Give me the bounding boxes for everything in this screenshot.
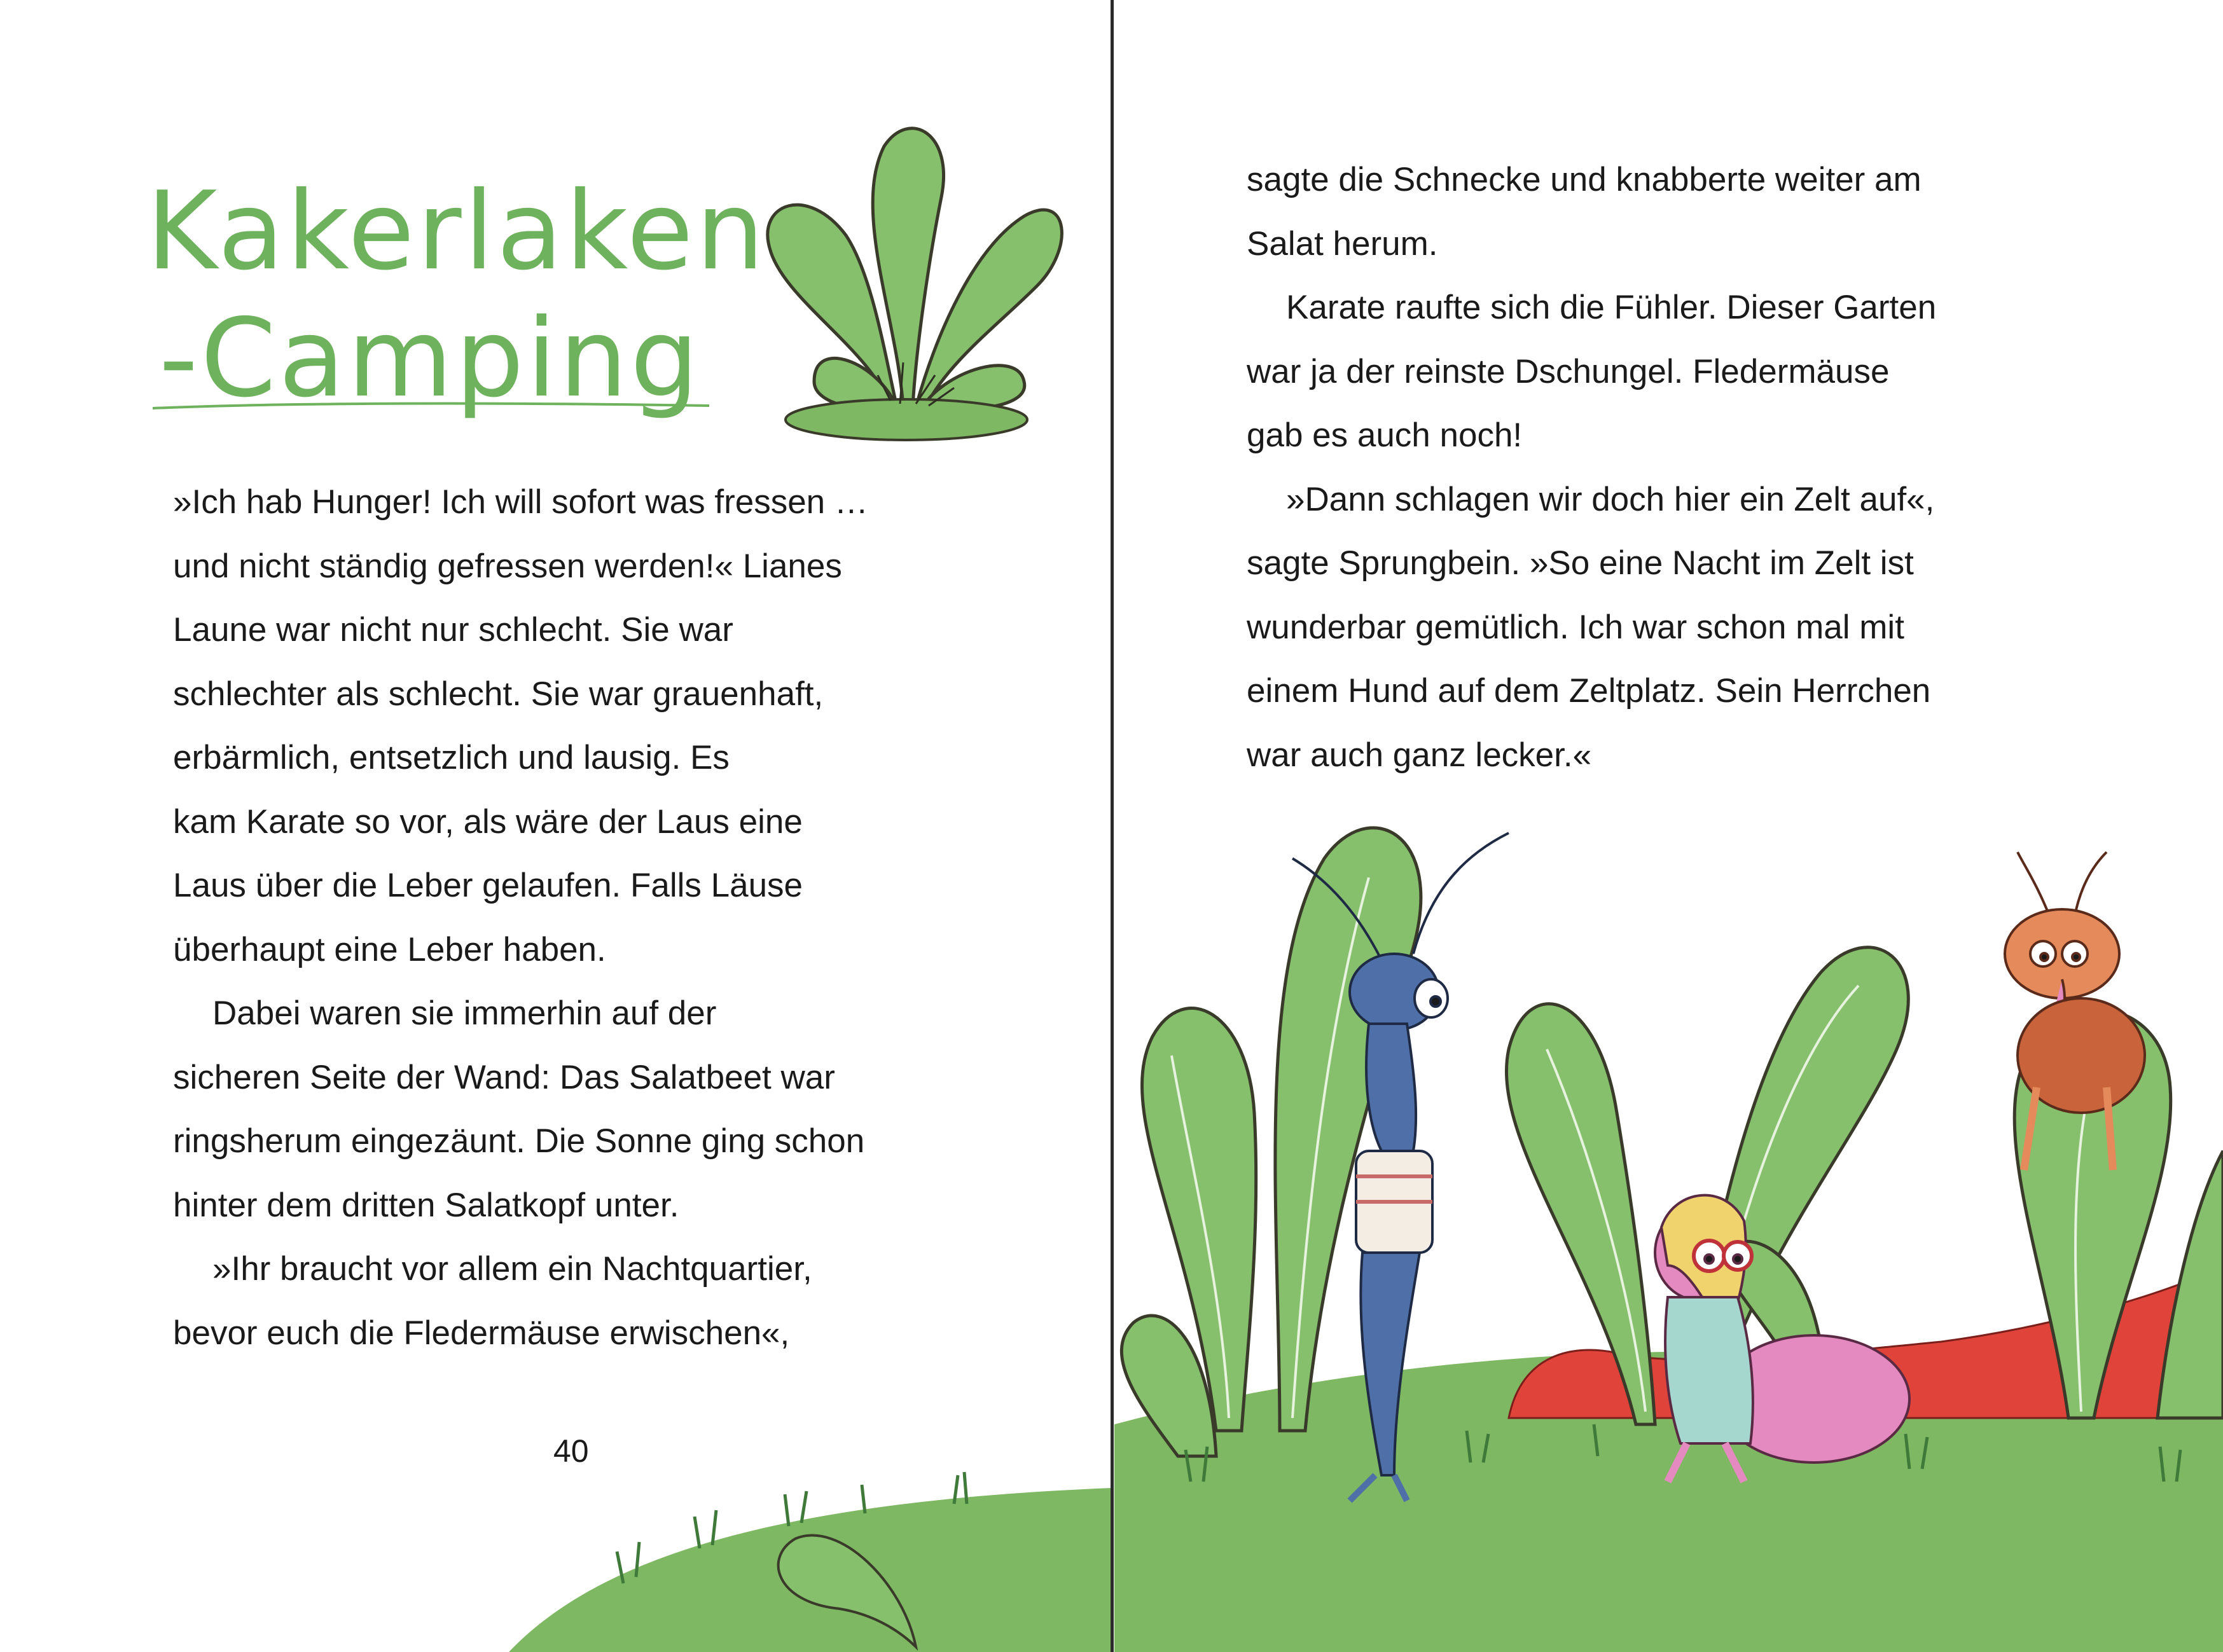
- garden-scene-illustration: [1114, 782, 2223, 1652]
- text-line: Laus über die Leber gelaufen. Falls Läuse: [173, 867, 803, 904]
- right-page: [1114, 0, 2223, 1652]
- text-line: sagte die Schnecke und knabberte weiter am: [1247, 161, 1922, 198]
- text-line: war auch ganz lecker.«: [1247, 736, 1592, 774]
- chapter-title-line2: -Camping: [159, 295, 702, 422]
- text-line: kam Karate so vor, als wäre der Laus eine: [173, 802, 803, 841]
- text-line: einem Hund auf dem Zeltplatz. Sein Herrchen: [1247, 672, 1931, 710]
- text-line: war ja der reinste Dschungel. Fledermäuse: [1247, 352, 1890, 390]
- page-number: 40: [553, 1433, 589, 1469]
- grass-hill-illustration: [509, 1393, 1112, 1652]
- text-line: erbärmlich, entsetzlich und lausig. Es: [173, 739, 730, 776]
- text-line: ringsherum eingezäunt. Die Sonne ging schon: [173, 1122, 865, 1160]
- text-line: wunderbar gemütlich. Ich war schon mal mit: [1247, 608, 1904, 646]
- lettuce-plant-illustration: [744, 108, 1075, 451]
- title-underline: [149, 394, 722, 420]
- text-line: »Ich hab Hunger! Ich will sofort was fressen …: [173, 483, 868, 521]
- text-line: hinter dem dritten Salatkopf unter.: [173, 1186, 679, 1224]
- text-line: Karate raufte sich die Fühler. Dieser Garten: [1286, 289, 1937, 326]
- text-line: »Ihr braucht vor allem ein Nachtquartier,: [212, 1250, 812, 1288]
- text-line: sagte Sprungbein. »So eine Nacht im Zelt ist: [1247, 544, 1914, 582]
- page-gutter: [1111, 0, 1114, 1652]
- text-line: überhaupt eine Leber haben.: [173, 930, 606, 968]
- text-line: sicheren Seite der Wand: Das Salatbeet war: [173, 1058, 835, 1096]
- text-line: Salat herum.: [1247, 224, 1438, 263]
- text-line: und nicht ständig gefressen werden!« Lianes: [173, 547, 842, 585]
- text-line: »Dann schlagen wir doch hier ein Zelt auf«,: [1286, 480, 1935, 518]
- text-line: schlechter als schlecht. Sie war grauenhaft,: [173, 675, 824, 713]
- text-line: Laune war nicht nur schlecht. Sie war: [173, 611, 733, 649]
- text-line: bevor euch die Fledermäuse erwischen«,: [173, 1314, 790, 1352]
- chapter-title-line1: Kakerlaken: [146, 168, 767, 294]
- chapter-title: [146, 168, 767, 422]
- right-page-text: [1247, 148, 2105, 787]
- text-line: gab es auch noch!: [1247, 416, 1523, 454]
- text-line: Dabei waren sie immerhin auf der: [212, 995, 717, 1032]
- left-page-text: [173, 471, 1032, 1365]
